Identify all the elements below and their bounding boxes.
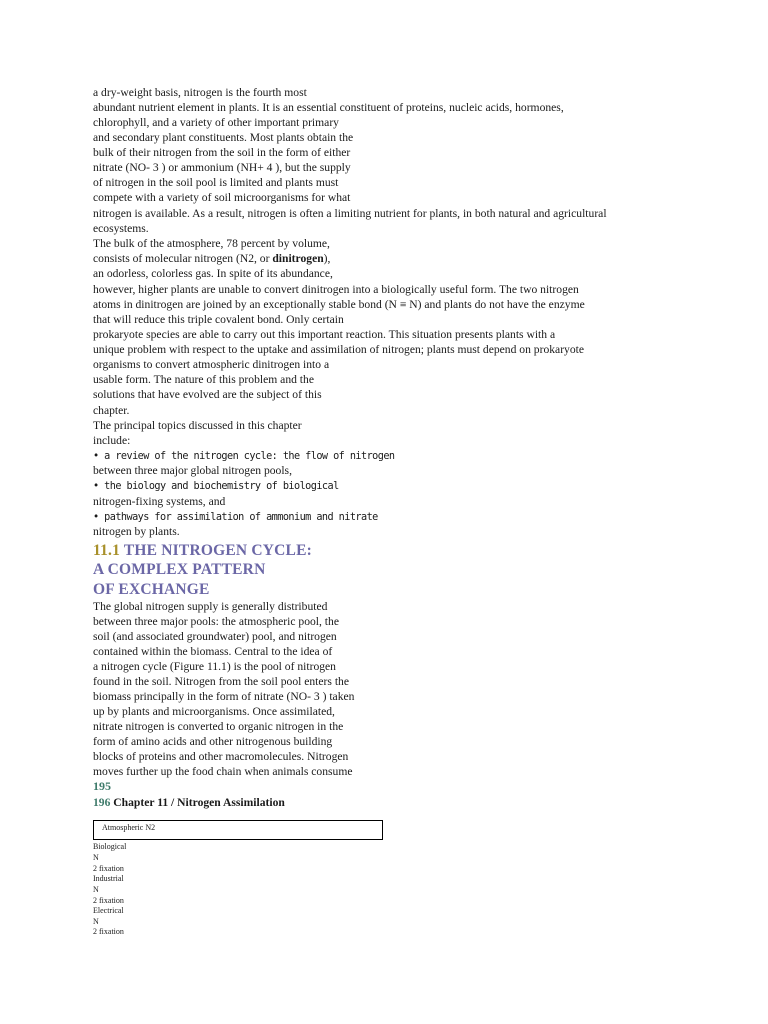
text-line: compete with a variety of soil microorganisms for what: [93, 191, 351, 204]
figure-label: 2 fixation: [93, 927, 124, 936]
text-line: up by plants and microorganisms. Once assimilated,: [93, 705, 335, 718]
text-line: chlorophyll, and a variety of other important primary: [93, 116, 339, 129]
text-line: include:: [93, 434, 131, 447]
text-line: nitrate nitrogen is converted to organic nitrogen in the: [93, 720, 344, 733]
heading-line: OF EXCHANGE: [93, 581, 210, 598]
text-line: The principal topics discussed in this chapter: [93, 419, 302, 432]
text-line: and secondary plant constituents. Most plants obtain the: [93, 131, 354, 144]
text-line-dinitrogen: [93, 251, 330, 266]
figure-label: 2 fixation: [93, 864, 124, 873]
text-line: of nitrogen in the soil pool is limited and plants must: [93, 176, 339, 189]
text-line: The bulk of the atmosphere, 78 percent by volume,: [93, 237, 330, 250]
text-line: biomass principally in the form of nitrate (NO- 3 ) taken: [93, 690, 355, 703]
list-item: • a review of the nitrogen cycle: the flow of nitrogen: [93, 451, 395, 462]
list-item: • the biology and biochemistry of biological: [93, 481, 339, 492]
chapter-title: Chapter 11 / Nitrogen Assimilation: [113, 796, 285, 809]
text-line: blocks of proteins and other macromolecules. Nitrogen: [93, 750, 349, 763]
list-item: • pathways for assimilation of ammonium and nitrate: [93, 512, 378, 523]
text-line: usable form. The nature of this problem and the: [93, 373, 314, 386]
text-line: bulk of their nitrogen from the soil in the form of either: [93, 146, 351, 159]
figure-label: 2 fixation: [93, 896, 124, 905]
text-line: between three major pools: the atmospheric pool, the: [93, 615, 339, 628]
page-number: 195: [93, 779, 111, 793]
heading-line: A COMPLEX PATTERN: [93, 561, 266, 578]
text-line: a dry-weight basis, nitrogen is the fourth most: [93, 86, 307, 99]
list-item-continuation: between three major global nitrogen pools,: [93, 464, 292, 477]
figure-label: Industrial: [93, 874, 124, 883]
running-head-page-number: 196: [93, 796, 111, 809]
text-line: soil (and associated groundwater) pool, and nitrogen: [93, 630, 337, 643]
list-item-continuation: nitrogen-fixing systems, and: [93, 495, 226, 508]
text-line: that will reduce this triple covalent bond. Only certain: [93, 313, 344, 326]
figure-label: N: [93, 885, 99, 894]
text-line: found in the soil. Nitrogen from the soil pool enters the: [93, 675, 349, 688]
section-number: 11.1: [93, 542, 121, 559]
text-line: prokaryote species are able to carry out this important reaction. This situation presents plants with a: [93, 328, 556, 341]
text-line: nitrogen is available. As a result, nitrogen is often a limiting nutrient for plants, in both natural and agricultural: [93, 207, 607, 220]
text-line: abundant nutrient element in plants. It is an essential constituent of proteins, nucleic acids, hormones,: [93, 101, 564, 114]
text-line: however, higher plants are unable to convert dinitrogen into a biologically useful form. The two nitrogen: [93, 283, 579, 296]
text-line: an odorless, colorless gas. In spite of its abundance,: [93, 267, 333, 280]
text-line: atoms in dinitrogen are joined by an exceptionally stable bond (N ≡ N) and plants do not have the enzyme: [93, 298, 585, 311]
text-line: contained within the biomass. Central to the idea of: [93, 645, 333, 658]
heading-text: THE NITROGEN CYCLE:: [123, 542, 312, 559]
running-head: [93, 795, 285, 810]
figure-label: N: [93, 917, 99, 926]
text-line: organisms to convert atmospheric dinitrogen into a: [93, 358, 330, 371]
figure-box-label: Atmospheric N2: [102, 823, 156, 832]
bold-term: dinitrogen: [272, 252, 324, 265]
text-line: ecosystems.: [93, 222, 149, 235]
text-line: moves further up the food chain when animals consume: [93, 765, 353, 778]
list-item-continuation: nitrogen by plants.: [93, 525, 180, 538]
text-line: solutions that have evolved are the subject of this: [93, 388, 322, 401]
text-segment: ),: [323, 252, 331, 265]
text-line: form of amino acids and other nitrogenous building: [93, 735, 333, 748]
figure-label: Electrical: [93, 906, 124, 915]
text-line: a nitrogen cycle (Figure 11.1) is the pool of nitrogen: [93, 660, 336, 673]
figure-label: Biological: [93, 842, 127, 851]
text-line: nitrate (NO- 3 ) or ammonium (NH+ 4 ), but the supply: [93, 161, 351, 174]
text-line: The global nitrogen supply is generally distributed: [93, 600, 328, 613]
text-segment: consists of molecular nitrogen (N2, or: [93, 252, 273, 265]
figure-label: N: [93, 853, 99, 862]
text-line: chapter.: [93, 404, 130, 417]
figure-box-atmospheric: [93, 820, 383, 840]
heading-line: [93, 541, 312, 561]
text-line: unique problem with respect to the uptake and assimilation of nitrogen; plants must depend on prokaryote: [93, 343, 585, 356]
